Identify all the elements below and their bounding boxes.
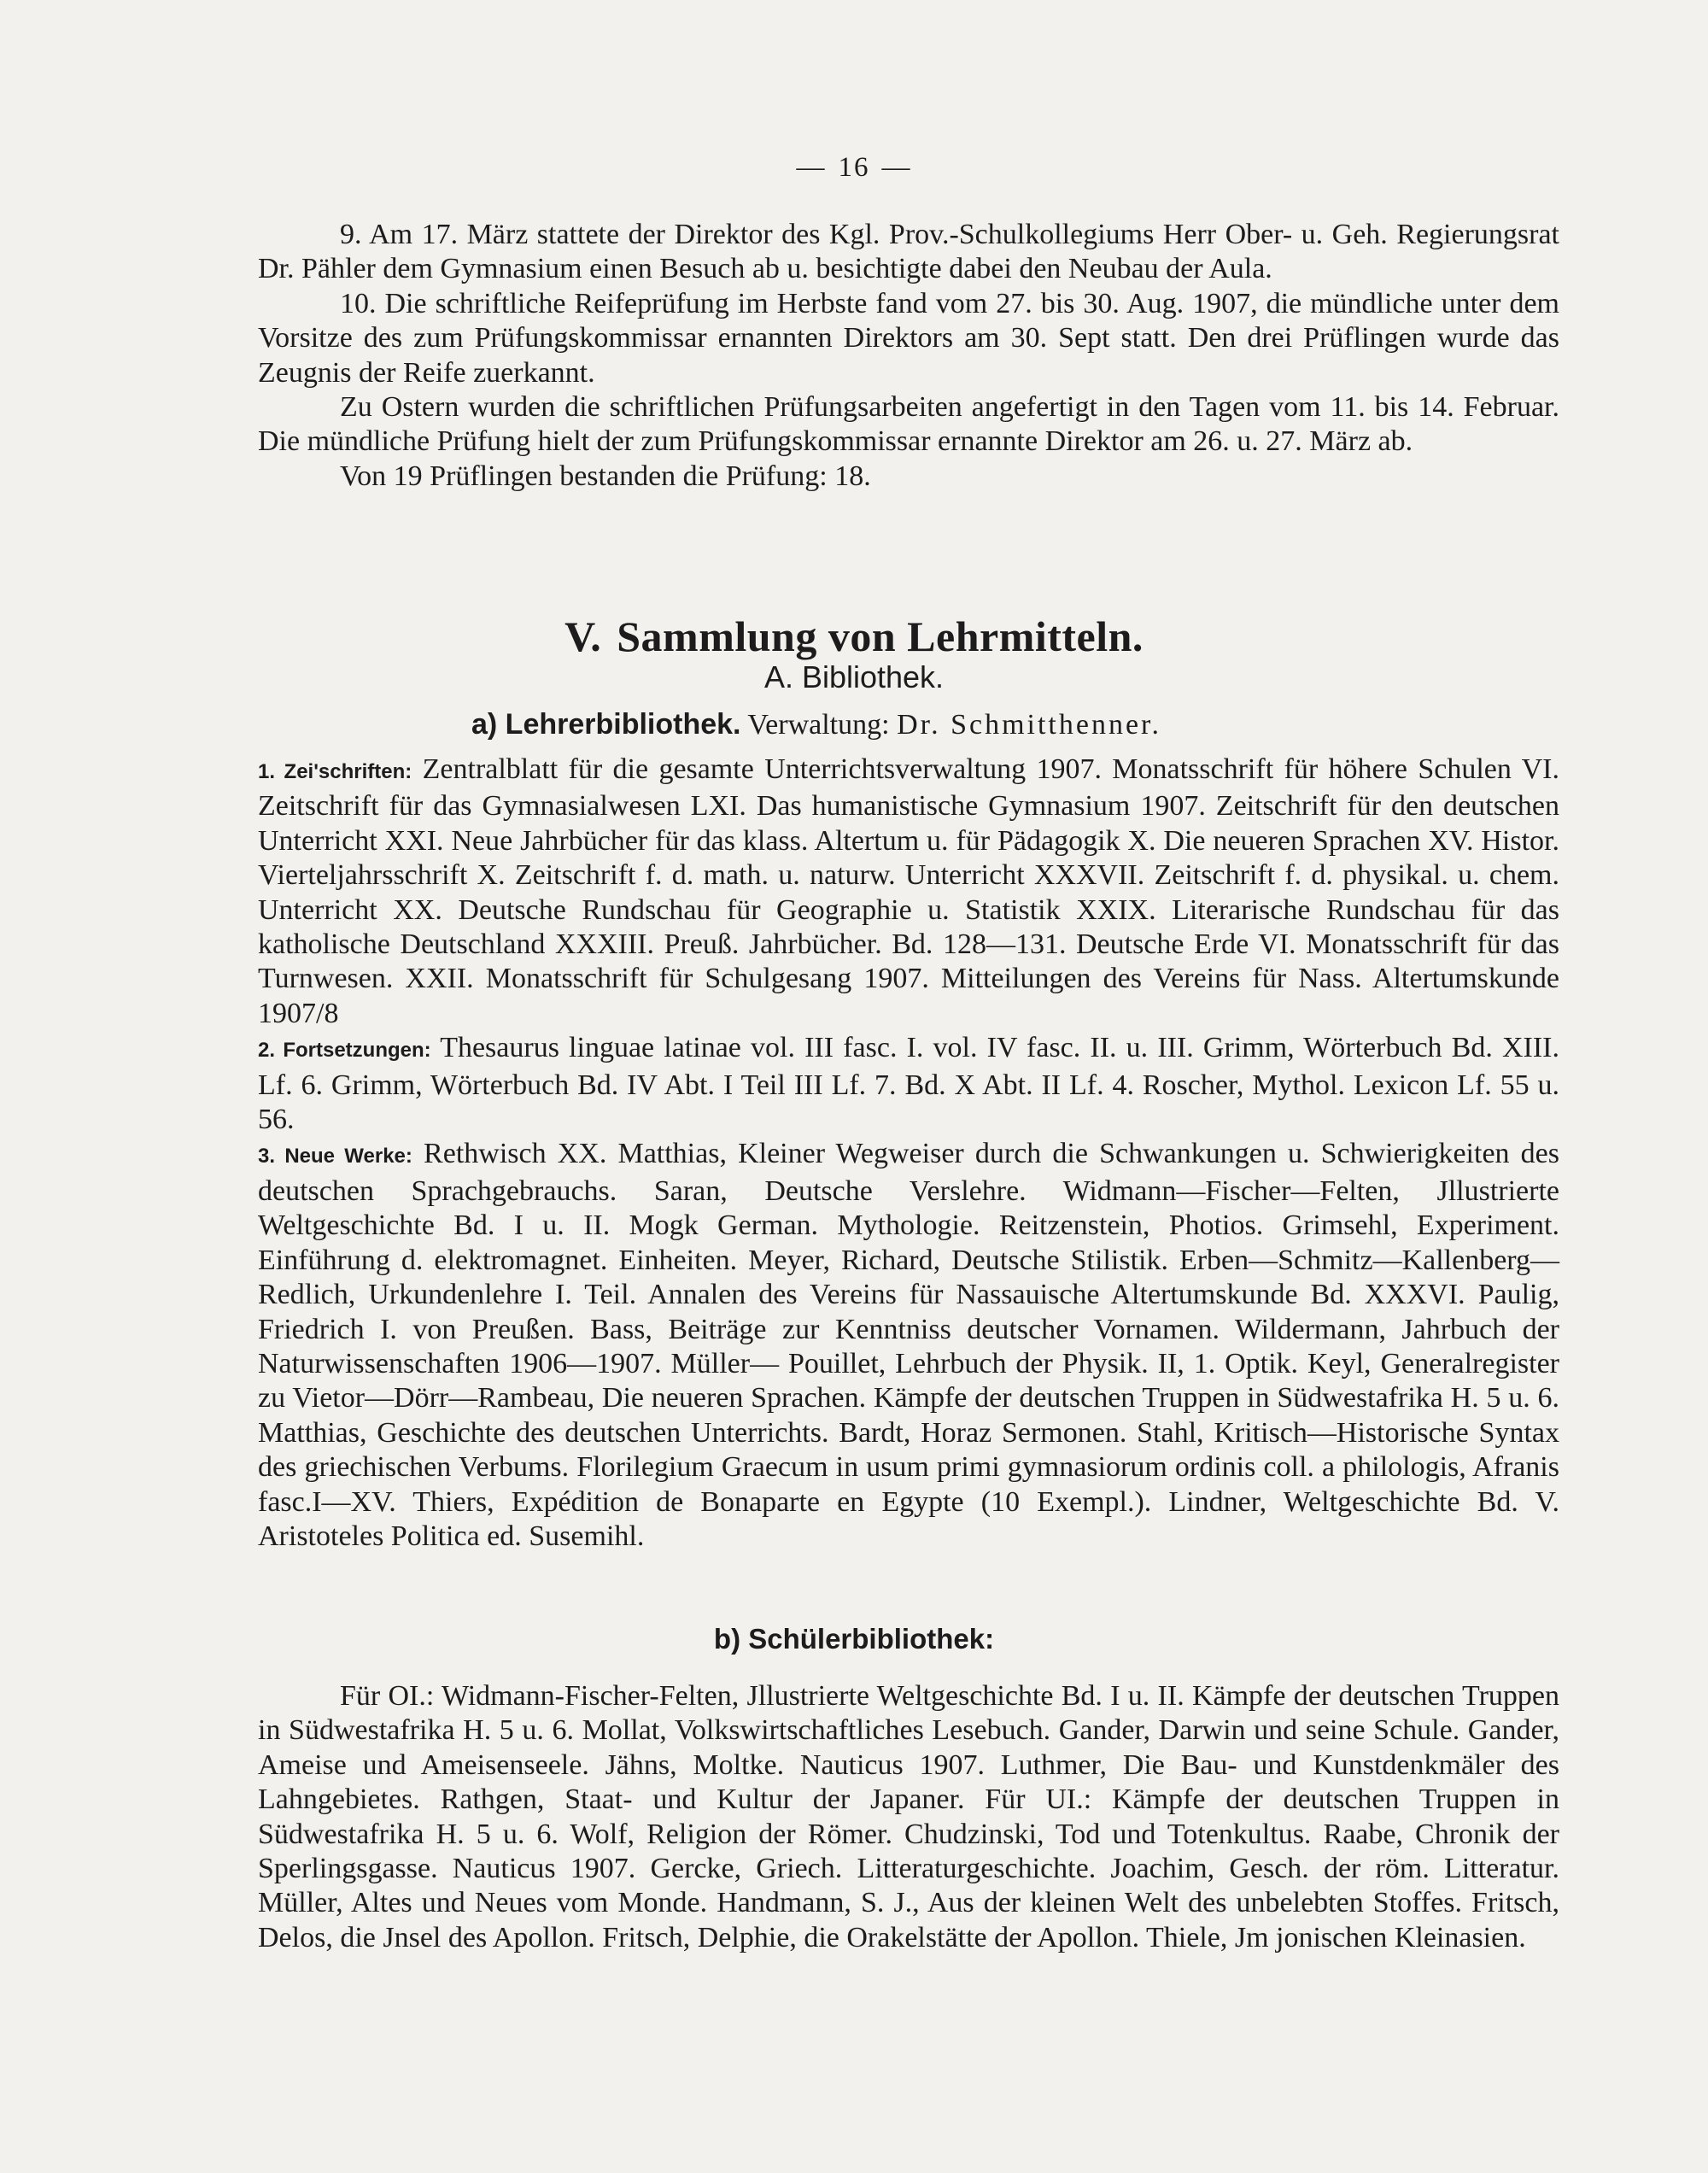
page-number-value: 16 <box>838 152 870 183</box>
catalog-text: Rethwisch XX. Matthias, Kleiner Wegweiser durch die Schwankungen u. Schwierigkeiten des deutschen Sprachgebrauchs. Saran, Deutsche Verslehre. Widmann—Fischer—Felten, Jllustrierte Weltgeschichte Bd. I u. II. Mogk German. Mythologie. Reitzenstein, Photios. Grimsehl, Experiment. Einführung d. elektromagnet. Einheiten. Meyer, Richard, Deutsche Stilistik. Erben—Schmitz—Kallenberg—Redlich, Urkundenlehre I. Teil. Annalen des Vereins für Nassauische Altertumskunde Bd. XXXVI. Paulig, Friedrich I. von Preußen. Bass, Beiträge zur Kenntniss deutscher Vornamen. Wildermann, Jahrbuch der Naturwissenschaften 1906—1907. Müller— Pouillet, Lehrbuch der Physik. II, 1. Optik. Keyl, Generalregister zu Vietor—Dörr—Rambeau, Die neueren Sprachen. Kämpfe der deutschen Truppen in Südwestafrika H. 5 u. 6. Matthias, Geschichte des deutschen Unterrichts. Bardt, Horaz Sermonen. Stahl, Kritisch—Historische Syntax des griechischen Verbums. Florilegium Graecum in usum primi gymnasiorum ordinis coll. a philologis, Afranis fasc.I—XV. Thiers, Expédition de Bonaparte en Egypte (10 Exempl.). Lindner, Weltgeschichte Bd. V. Aristoteles Politica ed. Susemihl. <box>258 1138 1559 1552</box>
teacher-library-heading-line <box>471 708 1582 741</box>
catalog-entry-new-works <box>258 1137 1559 1554</box>
library-heading: A. Bibliothek. <box>763 659 945 694</box>
paragraph-visit: 9. Am 17. März stattete der Direktor des Kgl. Prov.-Schulkollegiums Herr Ober- u. Geh. Regierungsrat Dr. Pähler dem Gymnasium einen Besuch ab u. besichtigte dabei den Neubau der Aula. <box>258 219 1559 285</box>
catalog-entry-journals <box>258 753 1559 1031</box>
student-library-heading: b) Schülerbibliothek: <box>713 1623 995 1655</box>
teacher-library-heading: a) Lehrerbibliothek. <box>471 708 741 741</box>
teacher-library-catalog <box>258 753 1559 1554</box>
paragraph-autumn-exam: 10. Die schriftliche Reifeprüfung im Herbste fand vom 27. bis 30. Aug. 1907, die mündliche unter dem Vorsitze des zum Prüfungskommissar ernannten Direktors am 30. Sept statt. Den drei Prüflingen wurde das Zeugnis der Reife zuerkannt. <box>258 287 1559 389</box>
school-events-section <box>258 218 1559 494</box>
paragraph-easter-exam: Zu Ostern wurden die schriftlichen Prüfungsarbeiten angefertigt in den Tagen vom 11. bis 14. Februar. Die mündliche Prüfung hielt der zum Prüfungskommissar ernannte Direktor am 26. u. 27. März ab. <box>258 391 1559 458</box>
section-title <box>0 612 1708 661</box>
admin-name: Dr. Schmitthenner. <box>897 709 1161 741</box>
student-library-text: Für OI.: Widmann-Fischer-Felten, Jllustrierte Weltgeschichte Bd. I u. II. Kämpfe der deutschen Truppen in Südwestafrika H. 5 u. 6. Mollat, Volkswirtschaftliches Lesebuch. Gander, Darwin und seine Schule. Gander, Ameise und Ameisenseele. Jähns, Moltke. Nauticus 1907. Luthmer, Die Bau- und Kunstdenkmäler des Lahngebietes. Rathgen, Staat- und Kultur der Japaner. Für UI.: Kämpfe der deutschen Truppen in Südwestafrika H. 5 u. 6. Wolf, Religion der Römer. Chudzinski, Tod und Totenkultus. Raabe, Chronik der Sperlingsgasse. Nauticus 1907. Gercke, Griech. Litteraturgeschichte. Joachim, Gesch. der röm. Litteratur. Müller, Altes und Neues vom Monde. Handmann, S. J., Aus der kleinen Welt des unbelebten Stoffes. Fritsch, Delos, die Jnsel des Apollon. Fritsch, Delphie, die Orakelstätte der Apollon. Thiele, Jm jonischen Kleinasien. <box>258 1680 1559 1953</box>
catalog-entry-continuations <box>258 1031 1559 1137</box>
page-number-dash-right: — <box>881 152 912 183</box>
catalog-label: 1. Zei'schriften: <box>258 760 412 783</box>
catalog-label: 2. Fortsetzungen: <box>258 1039 431 1063</box>
student-library-section <box>258 1679 1559 1955</box>
paragraph-exam-result: Von 19 Prüflingen bestanden die Prüfung: 18. <box>340 460 871 492</box>
section-title-text: Sammlung von Lehrmitteln. <box>617 612 1144 660</box>
catalog-label: 3. Neue Werke: <box>258 1145 412 1168</box>
section-numeral: V. <box>564 612 602 660</box>
page-number <box>0 152 1708 184</box>
catalog-text: Thesaurus linguae latinae vol. III fasc. I. vol. IV fasc. II. u. III. Grimm, Wörterbuch Bd. XIII. Lf. 6. Grimm, Wörterbuch Bd. IV Abt. I Teil III Lf. 7. Bd. X Abt. II Lf. 4. Roscher, Mythol. Lexicon Lf. 55 u. 56. <box>258 1032 1560 1136</box>
admin-label: Verwaltung: <box>747 709 890 741</box>
catalog-text: Zentralblatt für die gesamte Unterrichtsverwaltung 1907. Monatsschrift für höhere Schulen VI. Zeitschrift für das Gymnasialwesen LXI. Das humanistische Gymnasium 1907. Zeitschrift für den deutschen Unterricht XXI. Neue Jahrbücher für das klass. Altertum u. für Pädagogik X. Die neueren Sprachen XV. Histor. Vierteljahrsschrift X. Zeitschrift f. d. math. u. naturw. Unterricht XXXVII. Zeitschrift f. d. physikal. u. chem. Unterricht XX. Deutsche Rundschau für Geographie u. Statistik XXIX. Literarische Rundschau für das katholische Deutschland XXXIII. Preuß. Jahrbücher. Bd. 128—131. Deutsche Erde VI. Monatsschrift für das Turnwesen. XXII. Monatsschrift für Schulgesang 1907. Mitteilungen des Vereins für Nass. Altertumskunde 1907/8 <box>258 753 1559 1029</box>
page-number-dash-left: — <box>796 152 827 183</box>
